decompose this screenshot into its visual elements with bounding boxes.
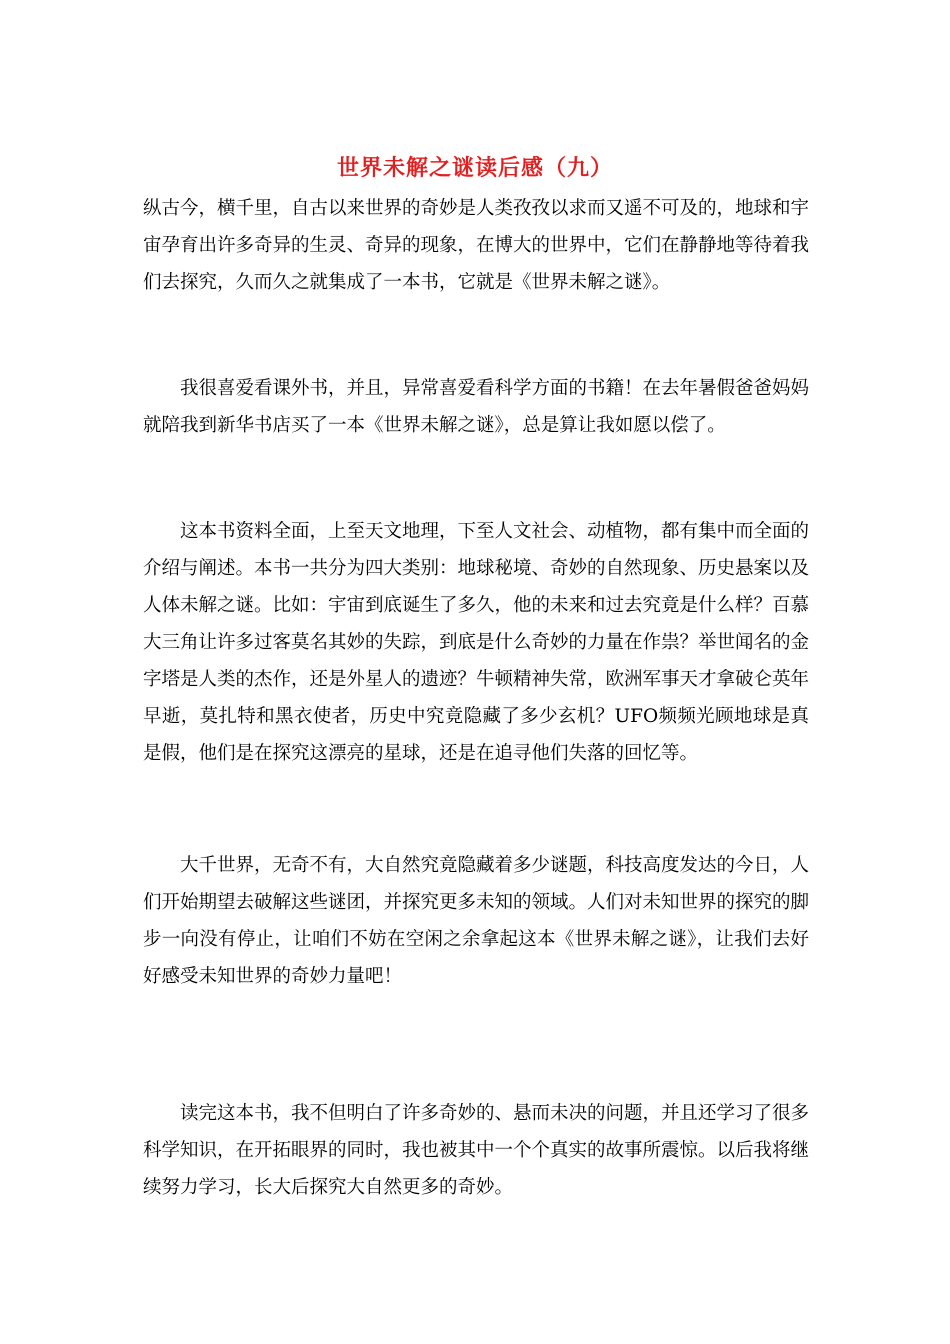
paragraph-exploration: 大千世界，无奇不有，大自然究竟隐藏着多少谜题，科技高度发达的今日，人们开始期望去破解这些谜团，并探究更多未知的领域。人们对未知世界的探究的脚步一向没有停止，让咱们不妨在空闲之余拿起这本《世界未解之谜》，让我们去好好感受未知世界的奇妙力量吧！ [143,855,810,987]
paragraph-book-content: 这本书资料全面，上至天文地理，下至人文社会、动植物，都有集中而全面的介绍与阐述。本书一共分为四大类别：地球秘境、奇妙的自然现象、历史悬案以及人体未解之谜。比如：宇宙到底诞生了多久，他的未来和过去究竟是什么样？百慕大三角让许多过客莫名其妙的失踪，到底是什么奇妙的力量在作祟？举世闻名的金字塔是人类的杰作，还是外星人的遗迹？牛顿精神失常，欧洲军事天才拿破仑英年早逝，莫扎特和黑衣使者，历史中究竟隐藏了多少玄机？UFO频频光顾地球是真是假，他们是在探究这漂亮的星球，还是在追寻他们失落的回忆等。 [143,521,810,764]
paragraph-conclusion: 读完这本书，我不但明白了许多奇妙的、悬而未决的问题，并且还学习了很多科学知识，在开拓眼界的同时，我也被其中一个个真实的故事所震惊。以后我将继续努力学习，长大后探究大自然更多的奇妙。 [143,1103,810,1198]
document-title: 世界未解之谜读后感（九） [336,155,613,181]
paragraph-intro: 纵古今，横千里，自古以来世界的奇妙是人类孜孜以求而又遥不可及的，地球和宇宙孕育出许多奇异的生灵、奇异的现象，在博大的世界中，它们在静静地等待着我们去探究，久而久之就集成了一本书，它就是《世界未解之谜》。 [143,198,810,293]
paragraph-buying-book: 我很喜爱看课外书，并且，异常喜爱看科学方面的书籍！在去年暑假爸爸妈妈就陪我到新华书店买了一本《世界未解之谜》，总是算让我如愿以偿了。 [143,378,810,436]
